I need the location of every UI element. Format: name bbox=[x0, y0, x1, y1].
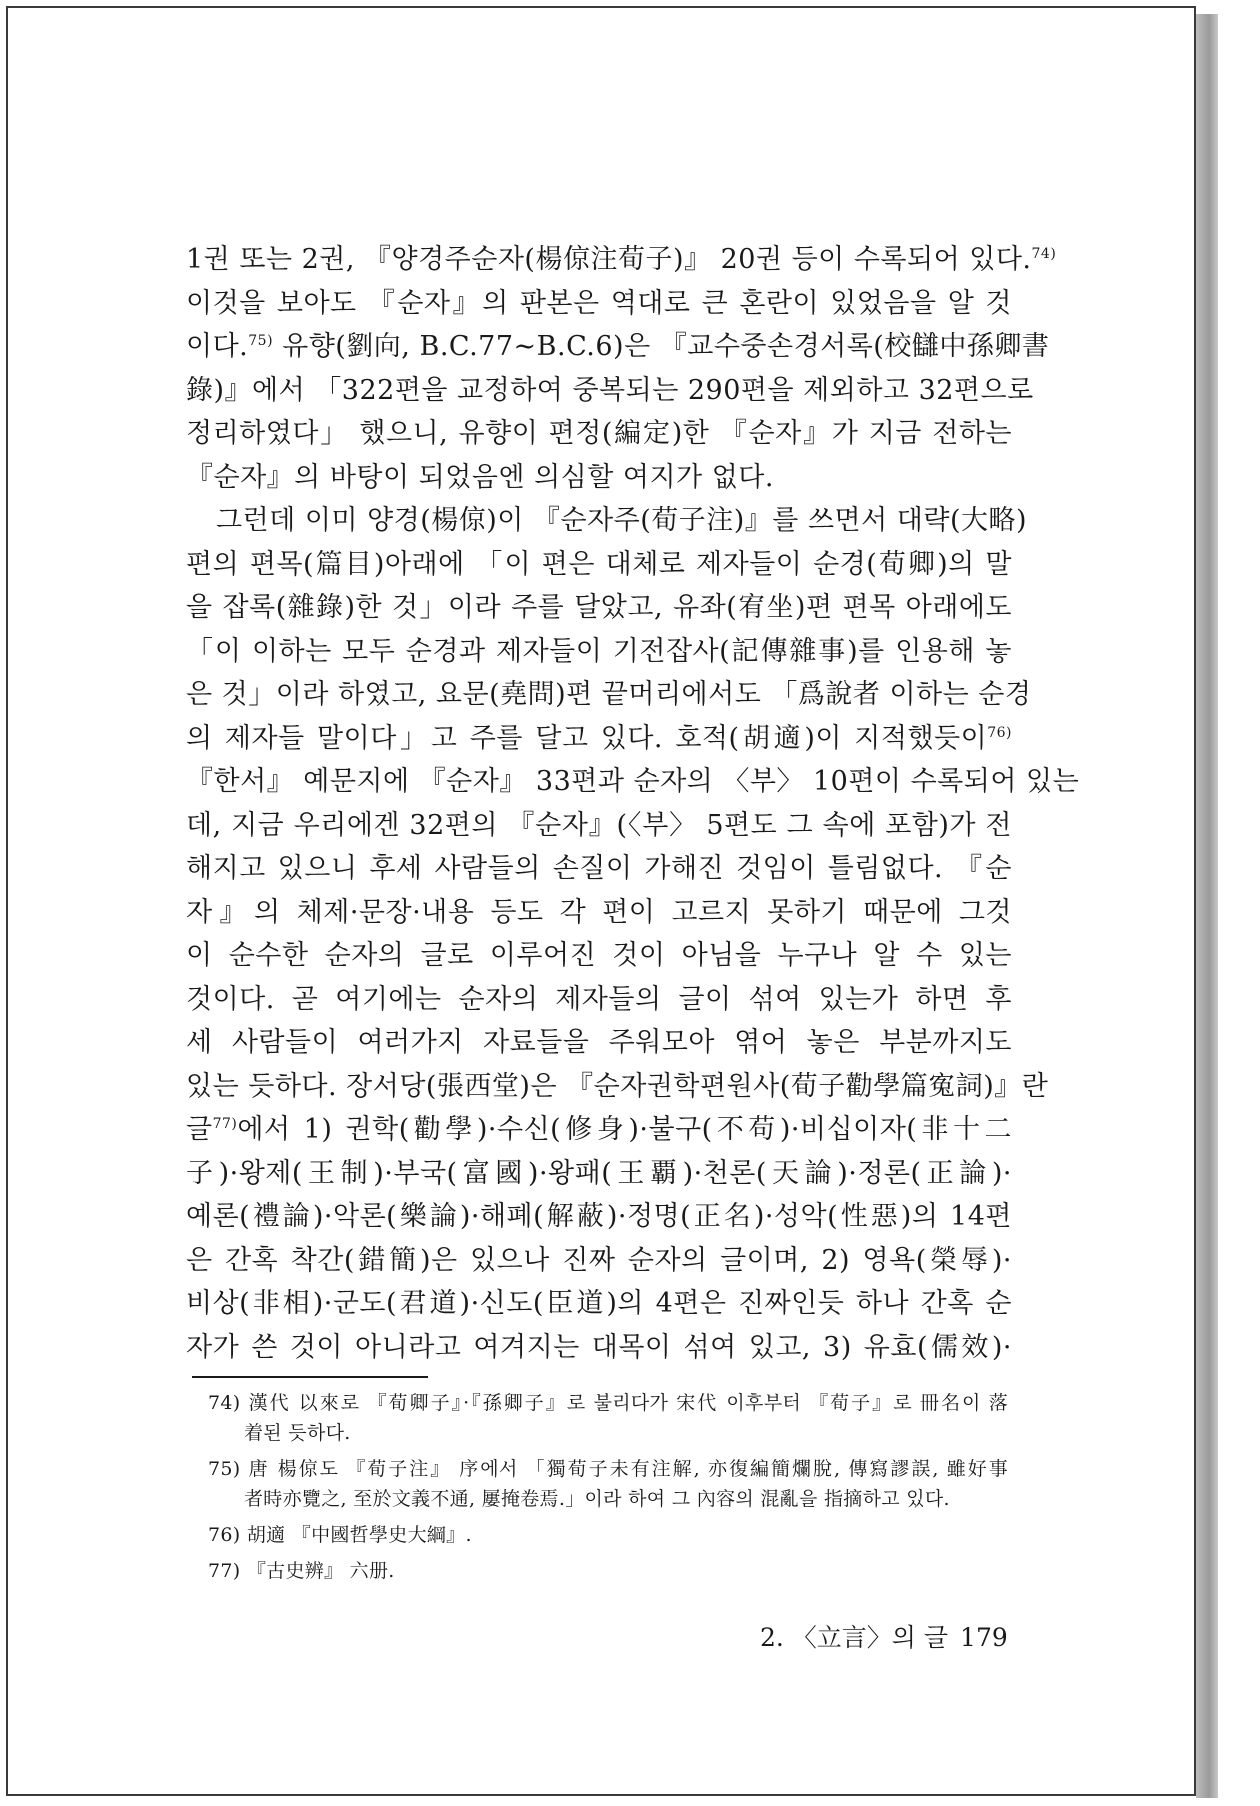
footnote-number: 76) bbox=[208, 1524, 241, 1546]
body-line-2: 이것을 보아도 『순자』의 판본은 역대로 큰 혼란이 있었음을 알 것 bbox=[186, 287, 1012, 319]
body-line-17: 이 순수한 순자의 글로 이루어진 것이 아님을 누구나 알 수 있는 bbox=[186, 940, 1012, 971]
body-line-3: 이다.$^{75)}$ 유향(劉向, B.C.77∼B.C.6)은 『교수중손경서록(校讎中孫卿書 bbox=[186, 331, 1050, 362]
body-line-16: 자』의 체제·문장·내용 등도 각 편이 고르지 못하기 때문에 그것 bbox=[186, 896, 1012, 928]
body-line-12: 의 제자들 말이다」고 주를 달고 있다. 호적(胡適)이 지적했듯이$^{76)}$ bbox=[186, 722, 1012, 754]
body-line-24: 은 간혹 착간(錯簡)은 있으나 진짜 순자의 글이며, 2) 영욕(榮辱)· bbox=[186, 1244, 1012, 1276]
footnote-ref-74: 74) bbox=[1031, 246, 1057, 262]
body-line-11: 은 것」이라 하였고, 요문(堯問)편 끝머리에서도 「爲說者 이하는 순경 bbox=[186, 679, 1032, 710]
body-line-8: 편의 편목(篇目)아래에 「이 편은 대체로 제자들이 순경(荀卿)의 말 bbox=[186, 548, 1012, 580]
body-line-26: 자가 쓴 것이 아니라고 여겨지는 대목이 섞여 있고, 3) 유효(儒效)· bbox=[186, 1331, 1012, 1363]
footnote-number: 74) bbox=[208, 1392, 241, 1414]
body-line-22: 子)·왕제(王制)·부국(富國)·왕패(王覇)·천론(天論)·정론(正論)· bbox=[186, 1157, 1012, 1189]
section-title: 2. 〈立言〉의 글 bbox=[760, 1623, 949, 1652]
body-line-25: 비상(非相)·군도(君道)·신도(臣道)의 4편은 진짜인듯 하나 간혹 순 bbox=[186, 1288, 1012, 1319]
body-line-7: 그런데 이미 양경(楊倞)이 『순자주(荀子注)』를 쓰면서 대략(大略) bbox=[216, 505, 1028, 536]
footnote-74 bbox=[208, 1388, 1008, 1448]
page-edge-shadow bbox=[1196, 14, 1218, 1798]
footnote-line: 75) 唐 楊倞도 『荀子注』 序에서 「獨荀子未有注解, 亦復編簡爛脫, 傳寫謬誤, 雖好事 bbox=[208, 1458, 1009, 1480]
footnote-line: 76) 胡適 『中國哲學史大綱』. bbox=[208, 1524, 472, 1546]
body-line-15: 해지고 있으니 후세 사람들의 손질이 가해진 것임이 틀림없다. 『순 bbox=[186, 853, 1012, 884]
body-line-19: 세 사람들이 여러가지 자료들을 주워모아 엮어 놓은 부분까지도 bbox=[186, 1027, 1012, 1058]
body-line-13: 『한서』 예문지에 『순자』 33편과 순자의 〈부〉 10편이 수록되어 있는 bbox=[186, 766, 1080, 797]
running-footer bbox=[760, 1618, 1008, 1654]
body-line-23: 예론(禮論)·악론(樂論)·해폐(解蔽)·정명(正名)·성악(性惡)의 14편 bbox=[186, 1201, 1012, 1232]
footnote-ref-76: 76) bbox=[987, 724, 1012, 741]
body-line-5: 정리하였다」 했으니, 유향이 편정(編定)한 『순자』가 지금 전하는 bbox=[186, 418, 1012, 449]
footnote-number: 75) bbox=[208, 1458, 241, 1480]
body-line-1: 1권 또는 2권, 『양경주순자(楊倞注荀子)』 20권 등이 수록되어 있다.$^{74)}$ bbox=[186, 244, 1057, 275]
footnotes bbox=[208, 1388, 1008, 1586]
body-line-14: 데, 지금 우리에겐 32편의 『순자』(〈부〉 5편도 그 속에 포함)가 전 bbox=[186, 809, 1012, 841]
footnote-line: 74) 漢代 以來로 『荀卿子』·『孫卿子』로 불리다가 宋代 이후부터 『荀子』로 冊名이 落 bbox=[208, 1392, 1008, 1414]
body-line-18: 것이다. 곧 여기에는 순자의 제자들의 글이 섞여 있는가 하면 후 bbox=[186, 983, 1012, 1015]
footnote-77 bbox=[208, 1556, 1008, 1586]
footnote-ref-75: 75) bbox=[248, 333, 274, 349]
footnote-divider bbox=[192, 1376, 428, 1378]
body-line-21: 글$^{77)}$에서 1) 권학(勸學)·수신(修身)·불구(不苟)·비십이자(非十二 bbox=[186, 1114, 1012, 1145]
footnote-line: 者時亦覽之, 至於文義不通, 屢掩卷焉.」이라 하여 그 內容의 混亂을 指摘하고 있다. bbox=[244, 1488, 950, 1510]
body-text bbox=[186, 238, 1080, 1369]
footnote-ref-77: 77) bbox=[212, 1116, 238, 1132]
body-line-4: 錄)』에서 「322편을 교정하여 중복되는 290편을 제외하고 32편으로 bbox=[186, 374, 1034, 406]
page-number: 179 bbox=[960, 1623, 1008, 1652]
body-line-6: 『순자』의 바탕이 되었음엔 의심할 여지가 없다. bbox=[186, 461, 774, 493]
footnote-76 bbox=[208, 1520, 1008, 1550]
body-line-20: 있는 듯하다. 장서당(張西堂)은 『순자권학편원사(荀子勸學篇寃詞)』란 bbox=[186, 1070, 1049, 1102]
footnote-line: 着된 듯하다. bbox=[244, 1422, 351, 1444]
footnote-number: 77) bbox=[208, 1560, 241, 1582]
footnote-line: 77) 『古史辨』 六册. bbox=[208, 1560, 395, 1582]
body-line-10: 「이 이하는 모두 순경과 제자들이 기전잡사(記傳雜事)를 인용해 놓 bbox=[186, 635, 1012, 667]
footnote-75 bbox=[208, 1454, 1008, 1514]
body-line-9: 을 잡록(雜錄)한 것」이라 주를 달았고, 유좌(宥坐)편 편목 아래에도 bbox=[186, 592, 1012, 623]
